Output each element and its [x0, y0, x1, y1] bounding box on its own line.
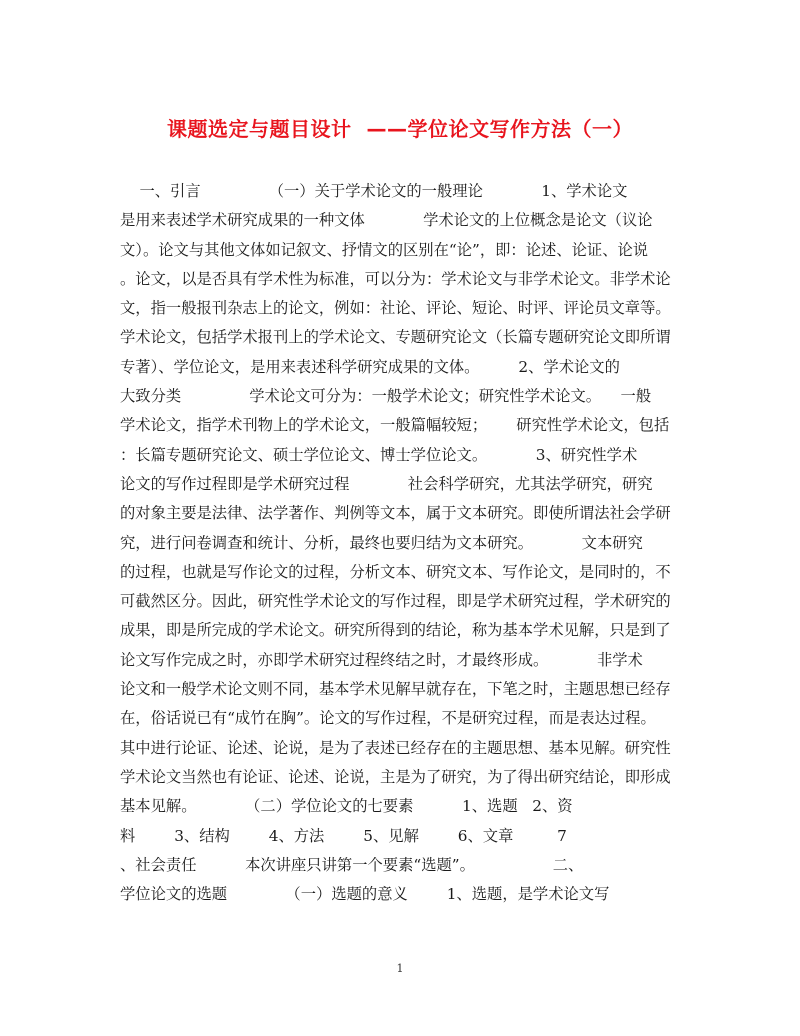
text-line: 学术论文，指学术刊物上的学术论文，一般篇幅较短； 研究性学术论文，包括 [120, 416, 670, 435]
text-line: 学位论文的选题 （一）选题的意义 1、选题，是学术论文写 [120, 885, 610, 904]
text-line: 学术论文当然也有论证、论述、论说，主是为了研究，为了得出研究结论，即形成 [120, 767, 671, 786]
text-line: 的过程，也就是写作论文的过程，分析文本、研究文本、写作论文，是同时的，不 [120, 562, 671, 581]
text-line: 论文的写作过程即是学术研究过程 社会科学研究，尤其法学研究，研究 [120, 474, 653, 493]
document-body [120, 177, 690, 909]
text-line: 文，指一般报刊杂志上的论文，例如：社论、评论、短论、时评、评论员文章等。 [120, 299, 671, 318]
text-line: 料 3、结构 4、方法 5、见解 6、文章 7 [120, 826, 567, 845]
text-line: 。论文，以是否具有学术性为标准，可以分为：学术论文与非学术论文。非学术论 [120, 269, 671, 288]
text-line: ：长篇专题研究论文、硕士学位论文、博士学位论文。 3、研究性学术 [120, 445, 638, 464]
text-line: 是用来表述学术研究成果的一种文体 学术论文的上位概念是论文（议论 [120, 211, 653, 230]
text-line: 究，进行问卷调查和统计、分析，最终也要归结为文本研究。 文本研究 [120, 533, 643, 552]
text-line: 的对象主要是法律、法学著作、判例等文本，属于文本研究。即使所谓法社会学研 [120, 504, 671, 523]
text-line: 基本见解。 （二）学位论文的七要素 1、选题 2、资 [120, 797, 573, 816]
text-line: 大致分类 学术论文可分为：一般学术论文；研究性学术论文。 一般 [120, 387, 652, 406]
text-line: 论文和一般学术论文则不同，基本学术见解早就存在，下笔之时，主题思想已经存 [120, 680, 671, 699]
text-line: 专著）、学位论文，是用来表述科学研究成果的文体。 2、学术论文的 [120, 357, 620, 376]
text-line: 学术论文，包括学术报刊上的学术论文、专题研究论文（长篇专题研究论文即所谓 [120, 328, 671, 347]
document-title: 课题选定与题目设计 ——学位论文写作方法（一） [167, 117, 633, 141]
page-number: 1 [396, 962, 404, 975]
text-line: 在，俗话说已有“成竹在胸”。论文的写作过程，不是研究过程，而是表达过程。 [120, 709, 656, 728]
text-line: 论文写作完成之时，亦即学术研究过程终结之时，才最终形成。 非学术 [120, 650, 643, 669]
text-line: 、社会责任 本次讲座只讲第一个要素“选题”。 二、 [120, 855, 584, 874]
text-line: 成果，即是所完成的学术论文。研究所得到的结论，称为基本学术见解，只是到了 [120, 621, 671, 640]
text-line: 文）。论文与其他文体如记叙文、抒情文的区别在“论”，即：论述、论证、论说 [120, 240, 649, 259]
text-line: 一、引言 （一）关于学术论文的一般理论 1、学术论文 [120, 182, 628, 200]
text-line: 可截然区分。因此，研究性学术论文的写作过程，即是学术研究过程，学术研究的 [120, 592, 671, 611]
text-line: 其中进行论证、论述、论说，是为了表述已经存在的主题思想、基本见解。研究性 [120, 738, 671, 757]
